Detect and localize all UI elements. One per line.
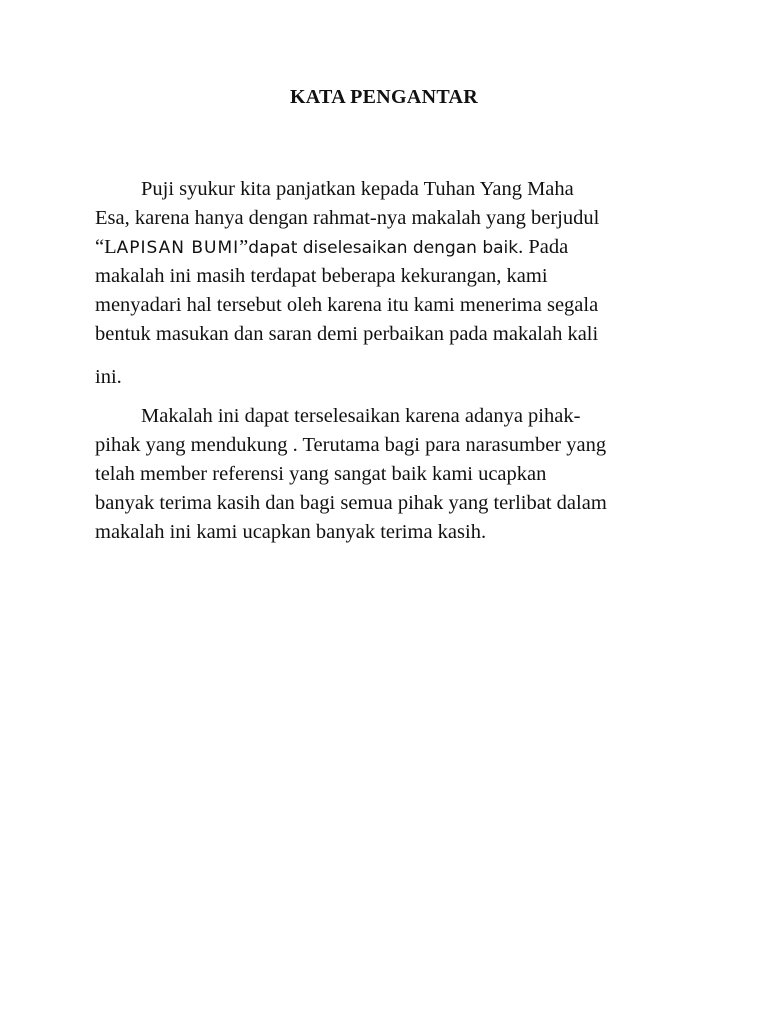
paragraph-1-line-2: Esa, karena hanya dengan rahmat-nya makalah yang berjudul: [95, 207, 600, 229]
quote-close: ”: [239, 236, 249, 258]
quoted-title: APISAN BUMI: [116, 238, 240, 258]
paragraph-2-line-1: Makalah ini dapat terselesaikan karena adanya pihak-: [141, 405, 581, 427]
paragraph-2-line-4: banyak terima kasih dan bagi semua pihak yang terlibat dalam: [95, 492, 607, 514]
document-title: KATA PENGANTAR: [289, 86, 479, 108]
paragraph-2-line-2: pihak yang mendukung . Terutama bagi para narasumber yang: [95, 434, 607, 456]
sans-phrase: dapat diselesaikan dengan baik: [248, 238, 519, 258]
line-end: . Pada: [518, 236, 569, 258]
paragraph-2-line-3: telah member referensi yang sangat baik kami ucapkan: [95, 463, 547, 485]
paragraph-1-line-6: bentuk masukan dan saran demi perbaikan pada makalah kali: [95, 323, 599, 345]
quote-open: “L: [95, 236, 117, 258]
paragraph-1-line-1: Puji syukur kita panjatkan kepada Tuhan Yang Maha: [141, 178, 574, 200]
paragraph-1-line-3: [95, 234, 568, 261]
paragraph-1-line-4: makalah ini masih terdapat beberapa kekurangan, kami: [95, 265, 548, 287]
paragraph-1-line-7: ini.: [95, 366, 122, 388]
paragraph-1-line-5: menyadari hal tersebut oleh karena itu kami menerima segala: [95, 294, 599, 316]
paragraph-2-line-5: makalah ini kami ucapkan banyak terima kasih.: [95, 521, 487, 543]
